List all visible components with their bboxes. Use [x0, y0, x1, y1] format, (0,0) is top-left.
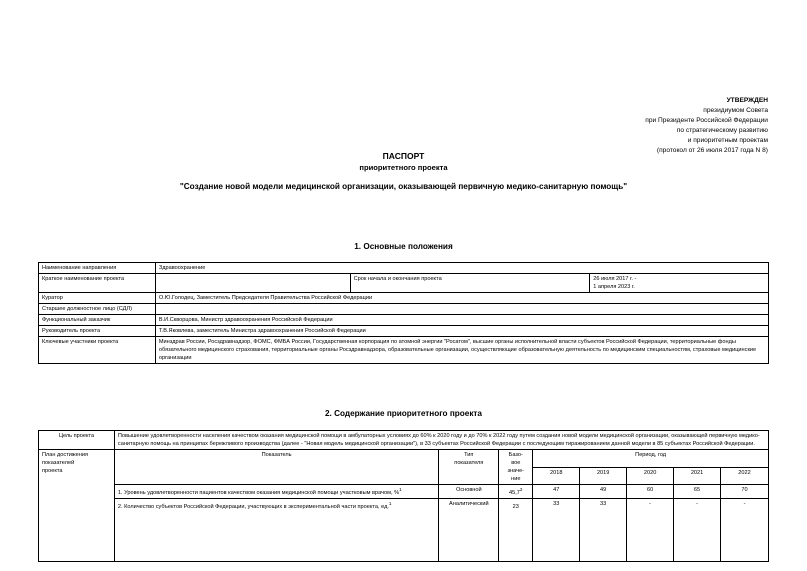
- short-name-value: [155, 274, 350, 293]
- approval-line: при Президенте Российской Федерации: [645, 117, 768, 124]
- short-name-label: Краткое наименование проекта: [39, 274, 156, 293]
- table-row: [39, 450, 769, 468]
- section-2-heading: 2. Содержание приоритетного проекта: [325, 409, 482, 418]
- indicator-value: 65: [674, 485, 721, 499]
- participants-label: Ключевые участники проекта: [39, 337, 156, 364]
- senior-value: [155, 304, 768, 315]
- indicator-base: [499, 485, 533, 499]
- end-date: 1 апреля 2023 г.: [593, 284, 635, 290]
- approval-stamp: [645, 96, 768, 156]
- indicator-value: -: [674, 498, 721, 561]
- head-value: Т.В.Яковлева, заместитель Министра здравоохранения Российской Федерации: [155, 326, 768, 337]
- col-base-line: ние: [511, 476, 521, 482]
- indicator-text: 1. Уровень удовлетворенности пациентов качеством оказания медицинской помощи участковым врачом, %: [117, 489, 400, 496]
- year-header: 2020: [627, 467, 674, 485]
- col-period: Период, год: [533, 450, 769, 468]
- col-indicator: Показатель: [114, 450, 438, 485]
- section-1-heading: 1. Основные положения: [354, 242, 453, 251]
- customer-value: В.И.Скворцова, Министр здравоохранения Российской Федерации: [155, 315, 768, 326]
- head-label: Руководитель проекта: [39, 326, 156, 337]
- col-base-line: вое значе-: [507, 460, 525, 474]
- basic-info-table: [38, 262, 769, 364]
- participants-value: Минздрав России, Росздравнадзор, ФОМС, ФМБА России, Государственная корпорация по атомной энергии "Росатом", высшие органы исполнительной власти субъектов Российской Федерации, территориальные фонды обязательного медицинского страхования, территориальные органы Росздравнадзора, образовательные организации, осуществляющие образовательную деятельность по медицинским специальностям, страховые медицинские организации: [155, 337, 768, 364]
- content-table: [38, 430, 769, 562]
- direction-value: Здравоохранение: [155, 263, 768, 274]
- curator-label: Куратор: [39, 293, 156, 304]
- table-row: [39, 485, 769, 499]
- passport-title: ПАСПОРТ: [382, 151, 425, 161]
- plan-label-line: проекта: [42, 468, 63, 474]
- indicator-value: 60: [627, 485, 674, 499]
- approval-line: (протокол от 26 июля 2017 года N 8): [656, 147, 768, 154]
- table-row: [39, 498, 769, 561]
- year-header: 2021: [674, 467, 721, 485]
- indicator-value: 47: [533, 485, 580, 499]
- year-header: 2018: [533, 467, 580, 485]
- year-header: 2019: [580, 467, 627, 485]
- footnote-mark: 1: [399, 487, 402, 492]
- year-header: 2022: [721, 467, 769, 485]
- col-type-line: Тип: [464, 452, 474, 458]
- col-base: [499, 450, 533, 485]
- direction-label: Наименование направления: [39, 263, 156, 274]
- table-row: [39, 315, 769, 326]
- indicator-text: 2. Количество субъектов Российской Федерации, участвующих в экспериментальной части проекта, ед.: [117, 503, 389, 510]
- indicator-type: Аналитический: [439, 498, 499, 561]
- customer-label: Функциональный заказчик: [39, 315, 156, 326]
- indicator-name: [114, 485, 438, 499]
- table-row: [39, 431, 769, 450]
- indicator-value: 70: [721, 485, 769, 499]
- base-value: 45,7: [509, 489, 520, 496]
- table-row: [39, 263, 769, 274]
- indicator-value: -: [721, 498, 769, 561]
- project-name: "Создание новой модели медицинской организации, оказывающей первичную медико-санитарную помощь": [179, 182, 628, 191]
- indicator-name: [114, 498, 438, 561]
- table-row: [39, 326, 769, 337]
- indicator-value: 33: [533, 498, 580, 561]
- table-row: [39, 293, 769, 304]
- plan-label: [39, 450, 115, 562]
- goal-value: Повышение удовлетворенности населения качеством оказания медицинской помощи в амбулаторных условиях до 60% к 2020 году и до 70% к 2022 году путем создания новой модели медицинской организации, оказывающей первичную медико-санитарную помощь на принципах бережливого производства (далее - "Новая модель медицинской организации"), в 33 субъектах Российской Федерации с последующим тиражированием данной модели в 85 субъектах Российской Федерации.: [114, 431, 768, 450]
- indicator-value: 49: [580, 485, 627, 499]
- indicator-value: -: [627, 498, 674, 561]
- indicator-base: [499, 498, 533, 561]
- dates-value: [590, 274, 769, 293]
- approval-line: и приоритетным проектам: [687, 137, 768, 144]
- goal-label: Цель проекта: [39, 431, 115, 450]
- col-type-line: показателя: [454, 460, 484, 466]
- col-type: [439, 450, 499, 485]
- table-row: [39, 304, 769, 315]
- indicator-value: 33: [580, 498, 627, 561]
- footnote-mark: 1: [388, 500, 392, 506]
- approval-heading: УТВЕРЖДЕН: [726, 97, 768, 104]
- approval-line: по стратегическому развитию: [676, 127, 768, 134]
- plan-label-line: показателей: [42, 460, 75, 466]
- table-row: [39, 337, 769, 364]
- base-value: 23: [512, 503, 519, 510]
- dates-label: Срок начала и окончания проекта: [350, 274, 590, 293]
- footnote-mark: 2: [519, 487, 523, 492]
- curator-value: О.Ю.Голодец, Заместитель Председателя Правительства Российской Федерации: [155, 293, 768, 304]
- col-base-line: Базо-: [508, 452, 523, 458]
- indicator-type: Основной: [439, 485, 499, 499]
- table-row: [39, 274, 769, 293]
- plan-label-line: План достижения: [42, 452, 88, 458]
- passport-subtitle: приоритетного проекта: [359, 163, 448, 172]
- start-date: 26 июля 2017 г. -: [593, 276, 637, 282]
- senior-label: Старшее должностное лицо (СДЛ): [39, 304, 156, 315]
- approval-line: президиумом Совета: [703, 107, 768, 114]
